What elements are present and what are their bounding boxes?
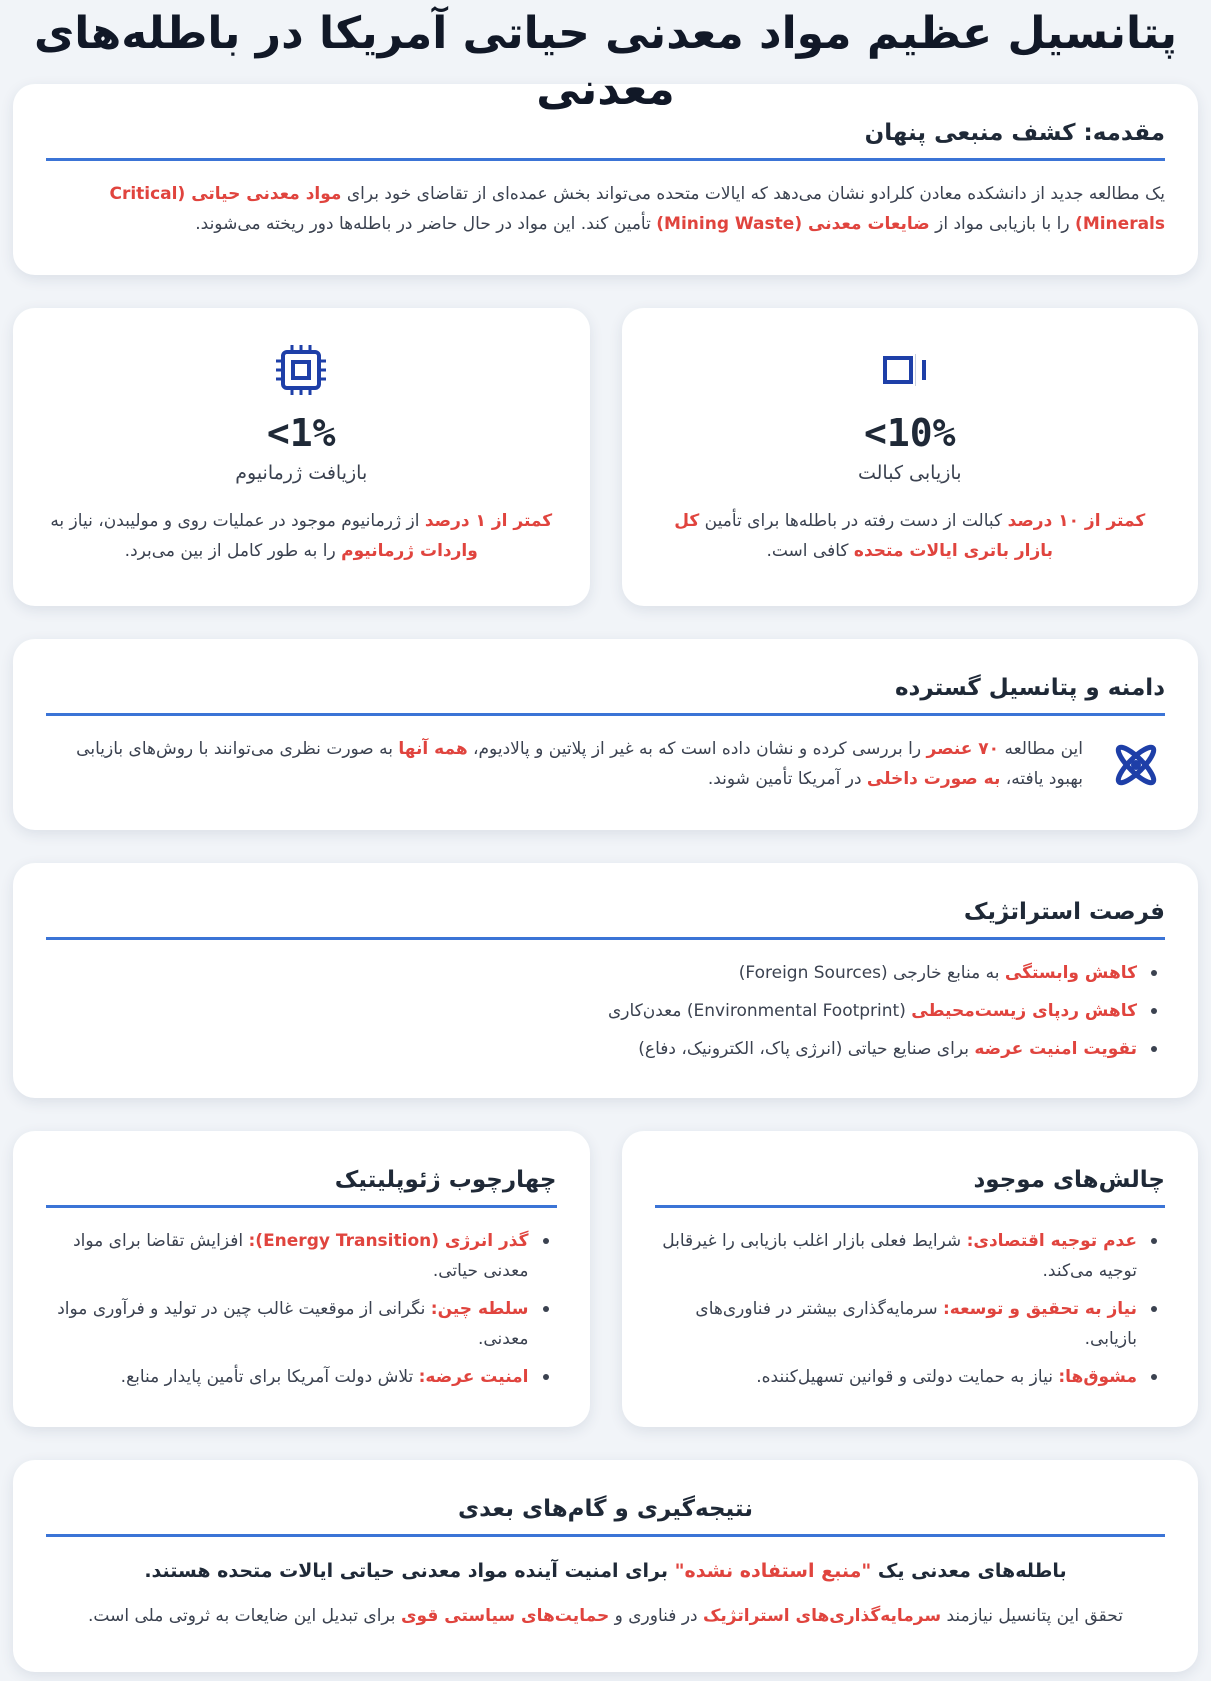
challenges-card [622,1131,1199,1427]
list-item [46,958,1165,988]
strategy-card [13,863,1198,1098]
highlight-70-elements: ۷۰ عنصر [926,739,1000,759]
list-item-text: نگرانی از موقعیت غالب چین در تولید و فرآوری مواد معدنی. [57,1299,529,1349]
list-item-text: افزایش تقاضا برای مواد معدنی حیاتی. [73,1231,529,1281]
challenges-row [13,1131,1198,1427]
challenges-list [655,1226,1166,1392]
stat-description [654,506,1167,566]
strategy-list [46,958,1165,1064]
conclusion-heading: نتیجه‌گیری و گام‌های بعدی [46,1496,1165,1537]
intro-text [46,179,1165,239]
stat-text-part: از ژرمانیوم موجود در عملیات روی و مولیبدن، نیاز به [50,511,425,531]
battery-icon [654,344,1167,396]
stat-description [45,506,558,566]
list-item-highlight: تقویت امنیت عرضه [974,1039,1137,1059]
highlight-strategic-investment: سرمایه‌گذاری‌های استراتژیک [703,1606,942,1626]
list-item-highlight: عدم توجیه اقتصادی: [966,1231,1137,1251]
highlight-critical-minerals: مواد معدنی حیاتی (Critical Minerals) [109,184,1165,234]
stat-text-part: کبالت از دست رفته در باطله‌ها برای تأمین [699,511,1008,531]
scope-text-part: را بررسی کرده و نشان داده است که به غیر از پلاتین و پالادیوم، [467,739,927,759]
geopolitics-list [46,1226,557,1392]
conclusion-main-text [46,1555,1165,1587]
list-item [655,1362,1166,1392]
conclusion-text-part: در فناوری و [609,1606,703,1626]
list-item [46,1294,557,1354]
conclusion-text-part: تحقق این پتانسیل نیازمند [941,1606,1123,1626]
list-item-highlight: مشوق‌ها: [1058,1367,1137,1387]
list-item-text: سرمایه‌گذاری بیشتر در فناوری‌های بازیابی. [695,1299,1137,1349]
list-item [46,1034,1165,1064]
intro-heading: مقدمه: کشف منبعی پنهان [46,120,1165,161]
highlight-germanium-imports: واردات ژرمانیوم [341,541,478,561]
list-item-text: به منابع خارجی (Foreign Sources) [738,963,1005,983]
scope-text [46,734,1083,794]
stats-row [13,308,1198,606]
stat-label: بازیابی کبالت [857,462,962,484]
highlight-battery-market: کل بازار باتری ایالات متحده [674,511,1054,561]
highlight-all-of-them: همه آنها [398,739,468,759]
highlight-domestically: به صورت داخلی [866,769,1001,789]
strategy-heading: فرصت استراتژیک [46,899,1165,940]
intro-text-part: یک مطالعه جدید از دانشکده معادن کلرادو نشان می‌دهد که ایالات متحده می‌تواند بخش عمده‌ای از تقاضای خود برای [341,184,1165,204]
stat-text-part: کافی است. [766,541,854,561]
list-item-highlight: سلطه چین: [430,1299,529,1319]
highlight-less-than-1: کمتر از ۱ درصد [424,511,553,531]
highlight-untapped-resource: "منبع استفاده نشده" [674,1560,872,1582]
stat-value: <1% [266,411,336,455]
list-item-text: شرایط فعلی بازار اغلب بازیابی را غیرقابل توجیه می‌کند. [662,1231,1137,1281]
conclusion-text-part: برای امنیت آینده مواد معدنی حیاتی ایالات متحده هستند. [144,1560,675,1582]
conclusion-text-part: برای تبدیل این ضایعات به ثروتی ملی است. [88,1606,401,1626]
list-item-text: نیاز به حمایت دولتی و قوانین تسهیل‌کننده. [756,1367,1059,1387]
list-item-highlight: نیاز به تحقیق و توسعه: [942,1299,1137,1319]
intro-text-part: را با بازیابی مواد از [929,214,1076,234]
list-item [46,1362,557,1392]
highlight-mining-waste: ضایعات معدنی (Mining Waste) [656,214,930,234]
list-item [46,1226,557,1286]
list-item-text: (Environmental Footprint) معدن‌کاری [607,1001,912,1021]
highlight-less-than-10: کمتر از ۱۰ درصد [1007,511,1146,531]
scope-text-part: در آمریکا تأمین شوند. [707,769,867,789]
conclusion-sub-text [46,1601,1165,1631]
list-item-highlight: امنیت عرضه: [418,1367,529,1387]
geopolitics-heading: چهارچوب ژئوپلیتیک [46,1167,557,1208]
stat-text-part: را به طور کامل از بین می‌برد. [124,541,342,561]
chip-icon [45,344,558,396]
highlight-policy-support: حمایت‌های سیاستی قوی [400,1606,610,1626]
scope-text-part: این مطالعه [999,739,1083,759]
stat-card-cobalt [622,308,1199,606]
challenges-heading: چالش‌های موجود [655,1167,1166,1208]
list-item-highlight: کاهش وابستگی [1004,963,1137,983]
stat-label: بازیافت ژرمانیوم [235,462,368,484]
list-item [655,1294,1166,1354]
stat-value: <10% [863,411,956,455]
scope-text-part: به صورت نظری می‌توانند با روش‌های بازیابی بهبود یافته، [76,739,1083,789]
stat-card-germanium [13,308,590,606]
list-item-text: تلاش دولت آمریکا برای تأمین پایدار منابع. [120,1367,419,1387]
list-item-highlight: گذر انرژی (Energy Transition): [248,1231,529,1251]
list-item-highlight: کاهش ردپای زیست‌محیطی [911,1001,1137,1021]
scope-card [13,639,1198,830]
list-item [46,996,1165,1026]
atom-icon [1107,736,1165,794]
list-item [655,1226,1166,1286]
conclusion-card [13,1460,1198,1672]
conclusion-text-part: باطله‌های معدنی یک [871,1560,1067,1582]
list-item-text: برای صنایع حیاتی (انرژی پاک، الکترونیک، دفاع) [638,1039,975,1059]
page-title: پتانسیل عظیم مواد معدنی حیاتی آمریکا در باطله‌های معدنی [33,8,1178,115]
geopolitics-card [13,1131,590,1427]
scope-heading: دامنه و پتانسیل گسترده [46,675,1165,716]
intro-text-part: تأمین کند. این مواد در حال حاضر در باطله‌ها دور ریخته می‌شوند. [195,214,657,234]
